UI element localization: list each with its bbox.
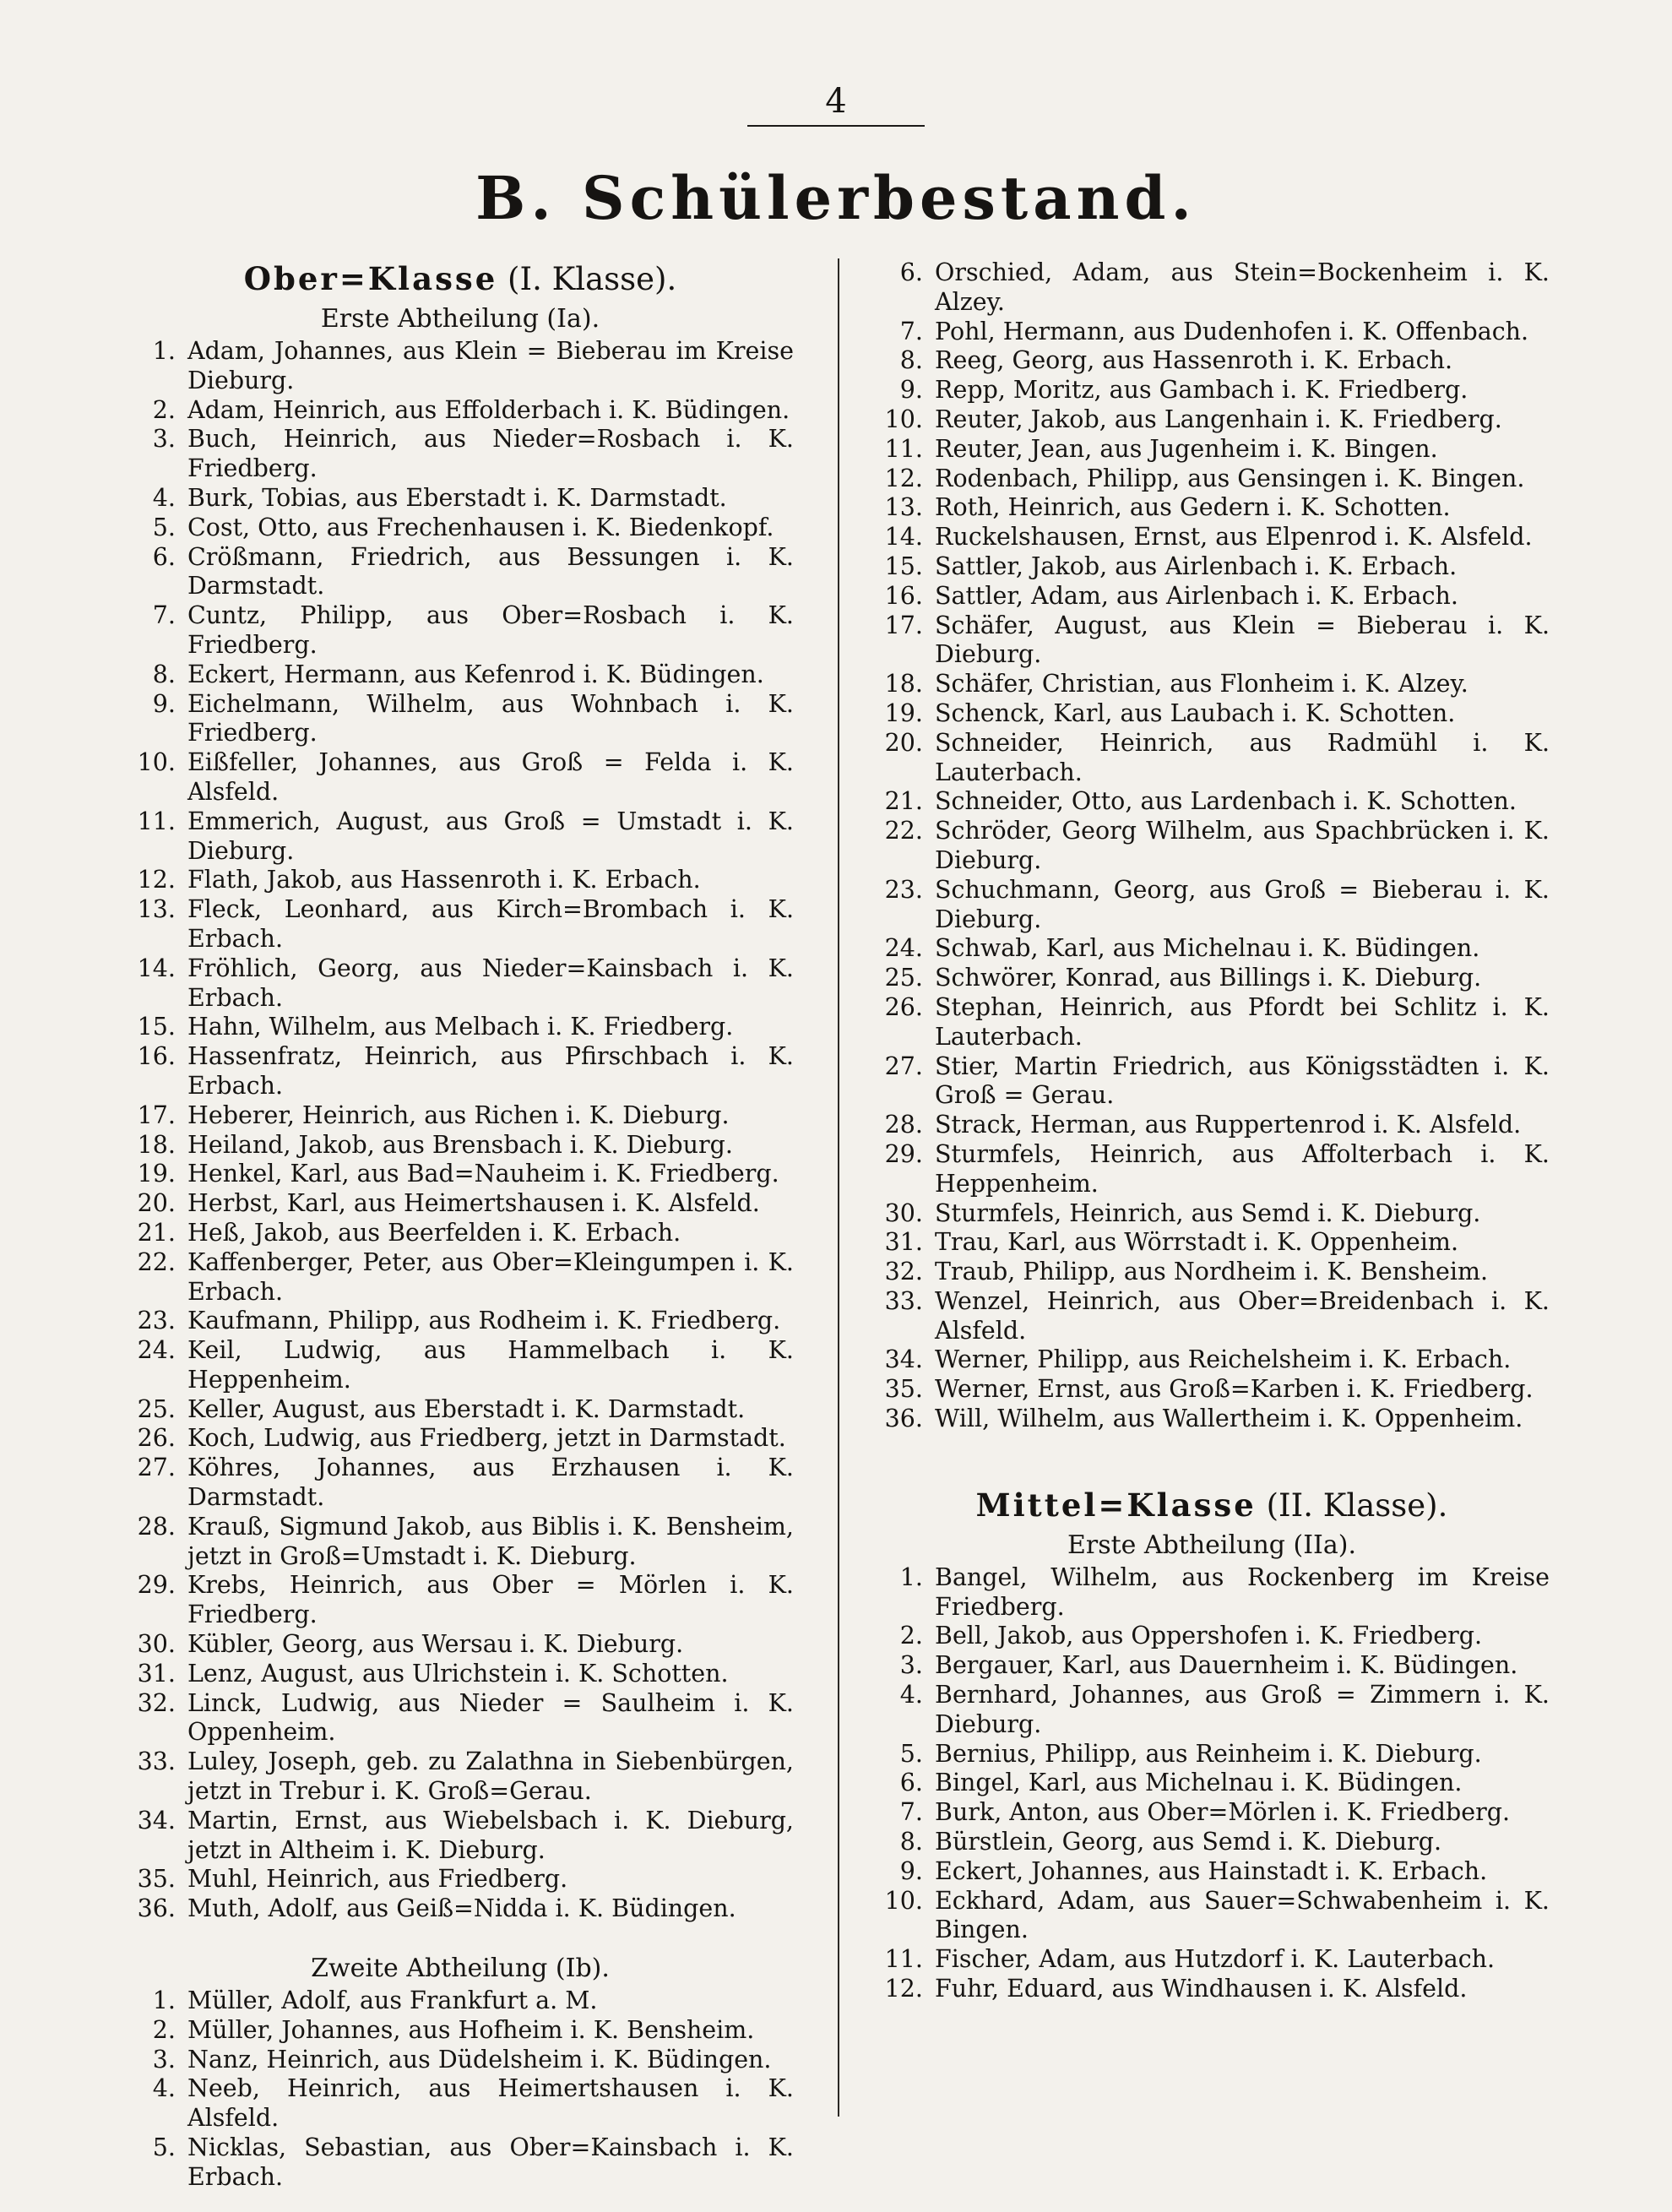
list-item bbox=[127, 1131, 794, 1160]
list-item bbox=[127, 425, 794, 484]
list-item bbox=[127, 514, 794, 543]
list-item bbox=[127, 337, 794, 396]
entry-text: Pohl, Hermann, aus Dudenhofen i. K. Offenbach. bbox=[935, 317, 1529, 345]
entry-text: Adam, Johannes, aus Klein = Bieberau im Kreise Dieburg. bbox=[187, 337, 794, 394]
list-item bbox=[127, 1630, 794, 1660]
entry-number: 34. bbox=[137, 1806, 176, 1834]
page-title: B. Schülerbestand. bbox=[475, 163, 1197, 233]
entry-text: Schwab, Karl, aus Michelnau i. K. Büdingen. bbox=[935, 934, 1480, 963]
entry-number: 29. bbox=[137, 1571, 176, 1600]
entry-text: Orschied, Adam, aus Stein=Bockenheim i. K. Alzey. bbox=[935, 258, 1550, 316]
list-item bbox=[127, 1747, 794, 1807]
list-item bbox=[127, 1307, 794, 1336]
entry-number: 2. bbox=[152, 395, 176, 424]
entry-text: Schneider, Otto, aus Lardenbach i. K. Schotten. bbox=[935, 787, 1517, 816]
entry-text: Burk, Tobias, aus Eberstadt i. K. Darmstadt. bbox=[187, 483, 727, 512]
left-column bbox=[127, 258, 794, 2193]
entry-text: Schuchmann, Georg, aus Groß = Bieberau i. K. Dieburg. bbox=[935, 875, 1550, 933]
entry-text: Bangel, Wilhelm, aus Rockenberg im Kreise Friedberg. bbox=[935, 1563, 1550, 1621]
entry-number: 19. bbox=[137, 1160, 176, 1188]
entry-number: 32. bbox=[884, 1258, 923, 1286]
entry-number: 27. bbox=[137, 1454, 176, 1482]
entry-number: 24. bbox=[137, 1336, 176, 1365]
page-number-rule bbox=[747, 125, 925, 127]
entry-text: Stephan, Heinrich, aus Pfordt bei Schlitz i. K. Lauterbach. bbox=[935, 992, 1550, 1051]
entry-text: Flath, Jakob, aus Hassenroth i. K. Erbach. bbox=[187, 866, 701, 894]
entry-number: 3. bbox=[152, 425, 176, 454]
entry-text: Sattler, Jakob, aus Airlenbach i. K. Erbach. bbox=[935, 552, 1458, 580]
list-item bbox=[874, 258, 1550, 318]
entry-text: Reuter, Jean, aus Jugenheim i. K. Bingen. bbox=[935, 434, 1438, 463]
entry-text: Keil, Ludwig, aus Hammelbach i. K. Heppenheim. bbox=[187, 1336, 794, 1394]
list-item bbox=[874, 318, 1550, 347]
entry-text: Trau, Karl, aus Wörrstadt i. K. Oppenheim. bbox=[935, 1228, 1459, 1257]
list-item bbox=[874, 1405, 1550, 1434]
list-item bbox=[874, 1622, 1550, 1651]
entry-text: Eckert, Johannes, aus Hainstadt i. K. Erbach. bbox=[935, 1856, 1488, 1885]
entry-number: 21. bbox=[884, 787, 923, 816]
entry-number: 15. bbox=[884, 552, 923, 580]
entry-number: 13. bbox=[137, 895, 176, 924]
entry-text: Stier, Martin Friedrich, aus Königsstädten i. K. Groß = Gerau. bbox=[935, 1052, 1550, 1110]
section-gap bbox=[127, 1924, 794, 1953]
right-column bbox=[874, 258, 1550, 2004]
list-item bbox=[874, 964, 1550, 993]
list-item bbox=[127, 396, 794, 426]
entry-text: Hahn, Wilhelm, aus Melbach i. K. Friedberg. bbox=[187, 1013, 734, 1041]
entry-number: 3. bbox=[899, 1651, 923, 1680]
entry-text: Bergauer, Karl, aus Dauernheim i. K. Büdingen. bbox=[935, 1651, 1518, 1680]
list-item bbox=[874, 1563, 1550, 1622]
list-item bbox=[127, 660, 794, 690]
entry-number: 36. bbox=[137, 1894, 176, 1923]
entry-text: Sturmfels, Heinrich, aus Affolterbach i. K. Heppenheim. bbox=[935, 1139, 1550, 1198]
entry-text: Schäfer, Christian, aus Flonheim i. K. Alzey. bbox=[935, 670, 1468, 698]
entry-text: Bernius, Philipp, aus Reinheim i. K. Dieburg. bbox=[935, 1739, 1482, 1768]
entry-text: Buch, Heinrich, aus Nieder=Rosbach i. K. Friedberg. bbox=[187, 425, 794, 483]
list-item bbox=[127, 1513, 794, 1572]
list-item bbox=[127, 1042, 794, 1101]
list-item bbox=[127, 866, 794, 895]
entry-number: 23. bbox=[884, 875, 923, 904]
entry-text: Rodenbach, Philipp, aus Gensingen i. K. Bingen. bbox=[935, 464, 1525, 492]
page-number: 4 bbox=[825, 82, 847, 121]
entry-number: 32. bbox=[137, 1688, 176, 1717]
entry-text: Wenzel, Heinrich, aus Ober=Breidenbach i. K. Alsfeld. bbox=[935, 1286, 1550, 1345]
entry-number: 14. bbox=[137, 954, 176, 982]
entry-number: 10. bbox=[137, 748, 176, 777]
entry-text: Cuntz, Philipp, aus Ober=Rosbach i. K. Friedberg. bbox=[187, 601, 794, 659]
list-item bbox=[874, 699, 1550, 729]
list-item bbox=[874, 1258, 1550, 1287]
list-item bbox=[874, 1857, 1550, 1887]
entry-number: 8. bbox=[152, 660, 176, 688]
class-heading-name: Ober=Klasse bbox=[243, 260, 498, 297]
entry-number: 31. bbox=[884, 1228, 923, 1257]
list-item bbox=[127, 1894, 794, 1924]
entry-number: 23. bbox=[137, 1307, 176, 1335]
entry-text: Kübler, Georg, aus Wersau i. K. Dieburg. bbox=[187, 1630, 684, 1659]
entry-text: Eckhard, Adam, aus Sauer=Schwabenheim i. K. Bingen. bbox=[935, 1886, 1550, 1944]
student-list-ia bbox=[127, 337, 794, 1924]
list-item bbox=[127, 2016, 794, 2046]
entry-text: Herbst, Karl, aus Heimertshausen i. K. Alsfeld. bbox=[187, 1189, 760, 1218]
list-item bbox=[874, 1651, 1550, 1681]
list-item bbox=[874, 1228, 1550, 1258]
entry-text: Köhres, Johannes, aus Erzhausen i. K. Darmstadt. bbox=[187, 1454, 794, 1512]
entry-text: Crößmann, Friedrich, aus Bessungen i. K. Darmstadt. bbox=[187, 542, 794, 601]
entry-text: Kaufmann, Philipp, aus Rodheim i. K. Friedberg. bbox=[187, 1307, 781, 1335]
entry-number: 9. bbox=[152, 689, 176, 718]
entry-text: Krauß, Sigmund Jakob, aus Biblis i. K. Bensheim, jetzt in Groß=Umstadt i. K. Dieburg. bbox=[187, 1512, 794, 1570]
entry-text: Burk, Anton, aus Ober=Mörlen i. K. Friedberg. bbox=[935, 1798, 1511, 1827]
entry-number: 36. bbox=[884, 1405, 923, 1433]
list-item bbox=[127, 2074, 794, 2133]
list-item bbox=[127, 690, 794, 749]
entry-text: Bell, Jakob, aus Oppershofen i. K. Friedberg. bbox=[935, 1622, 1483, 1650]
entry-text: Fleck, Leonhard, aus Kirch=Brombach i. K. Erbach. bbox=[187, 895, 794, 953]
entry-text: Reeg, Georg, aus Hassenroth i. K. Erbach. bbox=[935, 346, 1453, 375]
column-divider bbox=[838, 258, 839, 2117]
entry-number: 29. bbox=[884, 1139, 923, 1168]
list-item bbox=[874, 1111, 1550, 1140]
entry-text: Emmerich, August, aus Groß = Umstadt i. K. Dieburg. bbox=[187, 807, 794, 865]
entry-number: 16. bbox=[884, 581, 923, 610]
list-item bbox=[874, 405, 1550, 435]
entry-text: Bürstlein, Georg, aus Semd i. K. Dieburg. bbox=[935, 1828, 1442, 1856]
list-item bbox=[127, 1424, 794, 1454]
list-item bbox=[127, 895, 794, 954]
entry-text: Hassenfratz, Heinrich, aus Pfirschbach i. K. Erbach. bbox=[187, 1042, 794, 1100]
list-item bbox=[874, 729, 1550, 788]
entry-number: 26. bbox=[137, 1424, 176, 1453]
entry-number: 12. bbox=[884, 464, 923, 492]
entry-number: 15. bbox=[137, 1013, 176, 1041]
entry-text: Nanz, Heinrich, aus Düdelsheim i. K. Büdingen. bbox=[187, 2045, 772, 2073]
entry-number: 5. bbox=[152, 513, 176, 541]
entry-text: Eichelmann, Wilhelm, aus Wohnbach i. K. Friedberg. bbox=[187, 689, 794, 747]
entry-text: Lenz, August, aus Ulrichstein i. K. Schotten. bbox=[187, 1659, 729, 1688]
list-item bbox=[874, 1199, 1550, 1229]
entry-number: 20. bbox=[884, 728, 923, 757]
entry-number: 6. bbox=[899, 1769, 923, 1797]
list-item bbox=[127, 1807, 794, 1866]
entry-number: 10. bbox=[884, 405, 923, 433]
list-item bbox=[874, 465, 1550, 494]
entry-number: 1. bbox=[152, 1986, 176, 2015]
entry-text: Fröhlich, Georg, aus Nieder=Kainsbach i. K. Erbach. bbox=[187, 954, 794, 1012]
list-item bbox=[874, 493, 1550, 523]
entry-number: 13. bbox=[884, 493, 923, 522]
entry-number: 35. bbox=[884, 1375, 923, 1404]
list-item bbox=[127, 484, 794, 514]
list-item bbox=[127, 601, 794, 660]
list-item bbox=[874, 934, 1550, 964]
student-list-ib bbox=[127, 1986, 794, 2193]
entry-text: Fischer, Adam, aus Hutzdorf i. K. Lauterbach. bbox=[935, 1945, 1496, 1974]
entry-number: 11. bbox=[884, 434, 923, 463]
entry-number: 9. bbox=[899, 376, 923, 405]
list-item bbox=[874, 993, 1550, 1052]
entry-number: 28. bbox=[137, 1512, 176, 1541]
entry-text: Schneider, Heinrich, aus Radmühl i. K. Lauterbach. bbox=[935, 728, 1550, 786]
class-heading-ober bbox=[127, 258, 794, 300]
list-item bbox=[127, 748, 794, 807]
entry-number: 5. bbox=[152, 2133, 176, 2162]
subsection-heading-ia: Erste Abtheilung (Ia). bbox=[320, 304, 600, 334]
entry-text: Eckert, Hermann, aus Kefenrod i. K. Büdingen. bbox=[187, 660, 764, 688]
entry-number: 7. bbox=[899, 1798, 923, 1827]
entry-text: Eißfeller, Johannes, aus Groß = Felda i. K. Alsfeld. bbox=[187, 748, 794, 806]
entry-text: Will, Wilhelm, aus Wallertheim i. K. Oppenheim. bbox=[935, 1405, 1523, 1433]
list-item bbox=[874, 1887, 1550, 1946]
entry-number: 33. bbox=[137, 1747, 176, 1776]
entry-text: Strack, Herman, aus Ruppertenrod i. K. Alsfeld. bbox=[935, 1111, 1522, 1139]
list-item bbox=[127, 807, 794, 867]
entry-number: 6. bbox=[899, 258, 923, 286]
entry-text: Heß, Jakob, aus Beerfelden i. K. Erbach. bbox=[187, 1218, 681, 1247]
list-item bbox=[874, 1828, 1550, 1857]
entry-number: 4. bbox=[152, 483, 176, 512]
entry-number: 24. bbox=[884, 934, 923, 963]
class-heading-mittel bbox=[874, 1485, 1550, 1526]
entry-number: 21. bbox=[137, 1218, 176, 1247]
entry-number: 7. bbox=[152, 601, 176, 630]
entry-text: Repp, Moritz, aus Gambach i. K. Friedberg. bbox=[935, 376, 1468, 405]
list-item bbox=[874, 1287, 1550, 1346]
entry-number: 4. bbox=[152, 2074, 176, 2103]
entry-text: Kaffenberger, Peter, aus Ober=Kleingumpen i. K. Erbach. bbox=[187, 1247, 794, 1306]
entry-number: 4. bbox=[899, 1681, 923, 1709]
list-item bbox=[127, 1189, 794, 1219]
entry-number: 35. bbox=[137, 1865, 176, 1894]
entry-text: Luley, Joseph, geb. zu Zalathna in Siebenbürgen, jetzt in Trebur i. K. Groß=Gerau. bbox=[187, 1747, 794, 1806]
entry-text: Neeb, Heinrich, aus Heimertshausen i. K. Alsfeld. bbox=[187, 2074, 794, 2133]
entry-text: Werner, Philipp, aus Reichelsheim i. K. Erbach. bbox=[935, 1345, 1512, 1374]
entry-number: 1. bbox=[899, 1563, 923, 1591]
list-item bbox=[874, 817, 1550, 876]
list-item bbox=[127, 1336, 794, 1395]
entry-text: Reuter, Jakob, aus Langenhain i. K. Friedberg. bbox=[935, 405, 1502, 433]
entry-text: Muth, Adolf, aus Geiß=Nidda i. K. Büdingen. bbox=[187, 1894, 736, 1923]
entry-number: 19. bbox=[884, 698, 923, 727]
entry-text: Heiland, Jakob, aus Brensbach i. K. Dieburg. bbox=[187, 1130, 733, 1159]
entry-number: 26. bbox=[884, 992, 923, 1021]
list-item bbox=[874, 582, 1550, 611]
entry-text: Schenck, Karl, aus Laubach i. K. Schotten. bbox=[935, 698, 1456, 727]
entry-number: 18. bbox=[884, 670, 923, 698]
list-item bbox=[874, 1798, 1550, 1828]
list-item bbox=[127, 1160, 794, 1189]
list-item bbox=[874, 1945, 1550, 1975]
entry-number: 25. bbox=[137, 1394, 176, 1423]
entry-number: 31. bbox=[137, 1659, 176, 1688]
entry-text: Adam, Heinrich, aus Effolderbach i. K. Büdingen. bbox=[187, 395, 790, 424]
list-item bbox=[127, 1395, 794, 1425]
entry-number: 12. bbox=[137, 866, 176, 894]
entry-number: 17. bbox=[137, 1101, 176, 1129]
entry-text: Keller, August, aus Eberstadt i. K. Darmstadt. bbox=[187, 1394, 746, 1423]
class-heading-name: Mittel=Klasse bbox=[975, 1486, 1257, 1524]
entry-text: Werner, Ernst, aus Groß=Karben i. K. Friedberg. bbox=[935, 1375, 1534, 1404]
entry-number: 1. bbox=[152, 337, 176, 365]
entry-text: Krebs, Heinrich, aus Ober = Mörlen i. K. Friedberg. bbox=[187, 1571, 794, 1629]
list-item bbox=[127, 543, 794, 602]
entry-text: Nicklas, Sebastian, aus Ober=Kainsbach i. K. Erbach. bbox=[187, 2133, 794, 2191]
entry-number: 28. bbox=[884, 1111, 923, 1139]
entry-text: Sattler, Adam, aus Airlenbach i. K. Erbach. bbox=[935, 581, 1458, 610]
entry-number: 7. bbox=[899, 317, 923, 345]
subsection-heading-ib: Zweite Abtheilung (Ib). bbox=[311, 1954, 610, 1984]
entry-text: Schwörer, Konrad, aus Billings i. K. Dieburg. bbox=[935, 964, 1482, 992]
entry-number: 20. bbox=[137, 1189, 176, 1218]
list-item bbox=[127, 2046, 794, 2075]
entry-number: 25. bbox=[884, 964, 923, 992]
list-item bbox=[127, 1689, 794, 1748]
entry-number: 27. bbox=[884, 1052, 923, 1080]
entry-number: 10. bbox=[884, 1886, 923, 1915]
list-item bbox=[874, 787, 1550, 817]
list-item bbox=[874, 1140, 1550, 1199]
list-item bbox=[874, 346, 1550, 376]
entry-number: 11. bbox=[137, 807, 176, 835]
class-heading-roman: (II. Klasse). bbox=[1266, 1486, 1448, 1524]
entry-text: Ruckelshausen, Ernst, aus Elpenrod i. K. Alsfeld. bbox=[935, 523, 1533, 552]
list-item bbox=[874, 376, 1550, 405]
list-item bbox=[874, 1740, 1550, 1769]
entry-number: 9. bbox=[899, 1856, 923, 1885]
entry-text: Müller, Johannes, aus Hofheim i. K. Bensheim. bbox=[187, 2015, 755, 2044]
entry-number: 6. bbox=[152, 542, 176, 571]
entry-text: Heberer, Heinrich, aus Richen i. K. Dieburg. bbox=[187, 1101, 730, 1129]
list-item bbox=[127, 954, 794, 1014]
list-item bbox=[874, 876, 1550, 935]
entry-number: 22. bbox=[137, 1247, 176, 1276]
student-list-iia bbox=[874, 1563, 1550, 2004]
class-heading-roman: (I. Klasse). bbox=[508, 261, 677, 297]
list-item bbox=[874, 1975, 1550, 2004]
list-item bbox=[874, 523, 1550, 552]
list-item bbox=[874, 552, 1550, 582]
entry-number: 33. bbox=[884, 1286, 923, 1315]
entry-number: 3. bbox=[152, 2045, 176, 2073]
entry-number: 30. bbox=[884, 1198, 923, 1227]
entry-text: Müller, Adolf, aus Frankfurt a. M. bbox=[187, 1986, 598, 2015]
entry-number: 2. bbox=[899, 1622, 923, 1650]
entry-text: Linck, Ludwig, aus Nieder = Saulheim i. K. Oppenheim. bbox=[187, 1688, 794, 1747]
entry-number: 16. bbox=[137, 1042, 176, 1071]
list-item bbox=[874, 611, 1550, 671]
subsection-heading-iia: Erste Abtheilung (IIa). bbox=[1067, 1530, 1357, 1560]
entry-number: 8. bbox=[899, 346, 923, 375]
entry-text: Henkel, Karl, aus Bad=Nauheim i. K. Friedberg. bbox=[187, 1160, 779, 1188]
list-item bbox=[127, 1660, 794, 1689]
entry-number: 12. bbox=[884, 1975, 923, 2003]
list-item bbox=[127, 1454, 794, 1513]
list-item bbox=[127, 1219, 794, 1248]
list-item bbox=[874, 1375, 1550, 1405]
list-item bbox=[127, 1248, 794, 1307]
entry-text: Martin, Ernst, aus Wiebelsbach i. K. Dieburg, jetzt in Altheim i. K. Dieburg. bbox=[187, 1806, 794, 1864]
entry-number: 34. bbox=[884, 1345, 923, 1374]
list-item bbox=[127, 1571, 794, 1630]
entry-number: 5. bbox=[899, 1739, 923, 1768]
entry-text: Bingel, Karl, aus Michelnau i. K. Büdingen. bbox=[935, 1769, 1463, 1797]
section-gap bbox=[874, 1434, 1550, 1485]
entry-text: Bernhard, Johannes, aus Groß = Zimmern i. K. Dieburg. bbox=[935, 1681, 1550, 1738]
entry-number: 17. bbox=[884, 611, 923, 639]
list-item bbox=[874, 1345, 1550, 1375]
entry-text: Fuhr, Eduard, aus Windhausen i. K. Alsfeld. bbox=[935, 1975, 1468, 2003]
entry-text: Sturmfels, Heinrich, aus Semd i. K. Dieburg. bbox=[935, 1198, 1481, 1227]
entry-number: 22. bbox=[884, 817, 923, 845]
list-item bbox=[127, 2133, 794, 2193]
entry-text: Schäfer, August, aus Klein = Bieberau i. K. Dieburg. bbox=[935, 611, 1550, 669]
entry-text: Traub, Philipp, aus Nordheim i. K. Bensheim. bbox=[935, 1258, 1489, 1286]
entry-number: 11. bbox=[884, 1945, 923, 1974]
entry-text: Muhl, Heinrich, aus Friedberg. bbox=[187, 1865, 568, 1894]
list-item bbox=[127, 1013, 794, 1042]
entry-number: 2. bbox=[152, 2015, 176, 2044]
list-item bbox=[127, 1101, 794, 1131]
entry-text: Schröder, Georg Wilhelm, aus Spachbrücken i. K. Dieburg. bbox=[935, 817, 1550, 874]
entry-number: 30. bbox=[137, 1630, 176, 1659]
entry-number: 14. bbox=[884, 523, 923, 552]
entry-text: Cost, Otto, aus Frechenhausen i. K. Biedenkopf. bbox=[187, 513, 774, 541]
entry-number: 18. bbox=[137, 1130, 176, 1159]
list-item bbox=[127, 1986, 794, 2016]
entry-text: Koch, Ludwig, aus Friedberg, jetzt in Darmstadt. bbox=[187, 1424, 786, 1453]
student-list-ib-continued bbox=[874, 258, 1550, 1434]
list-item bbox=[874, 670, 1550, 699]
list-item bbox=[874, 435, 1550, 465]
list-item bbox=[874, 1769, 1550, 1798]
list-item bbox=[874, 1052, 1550, 1111]
list-item bbox=[127, 1865, 794, 1894]
entry-number: 8. bbox=[899, 1828, 923, 1856]
list-item bbox=[874, 1681, 1550, 1740]
entry-text: Roth, Heinrich, aus Gedern i. K. Schotten. bbox=[935, 493, 1451, 522]
